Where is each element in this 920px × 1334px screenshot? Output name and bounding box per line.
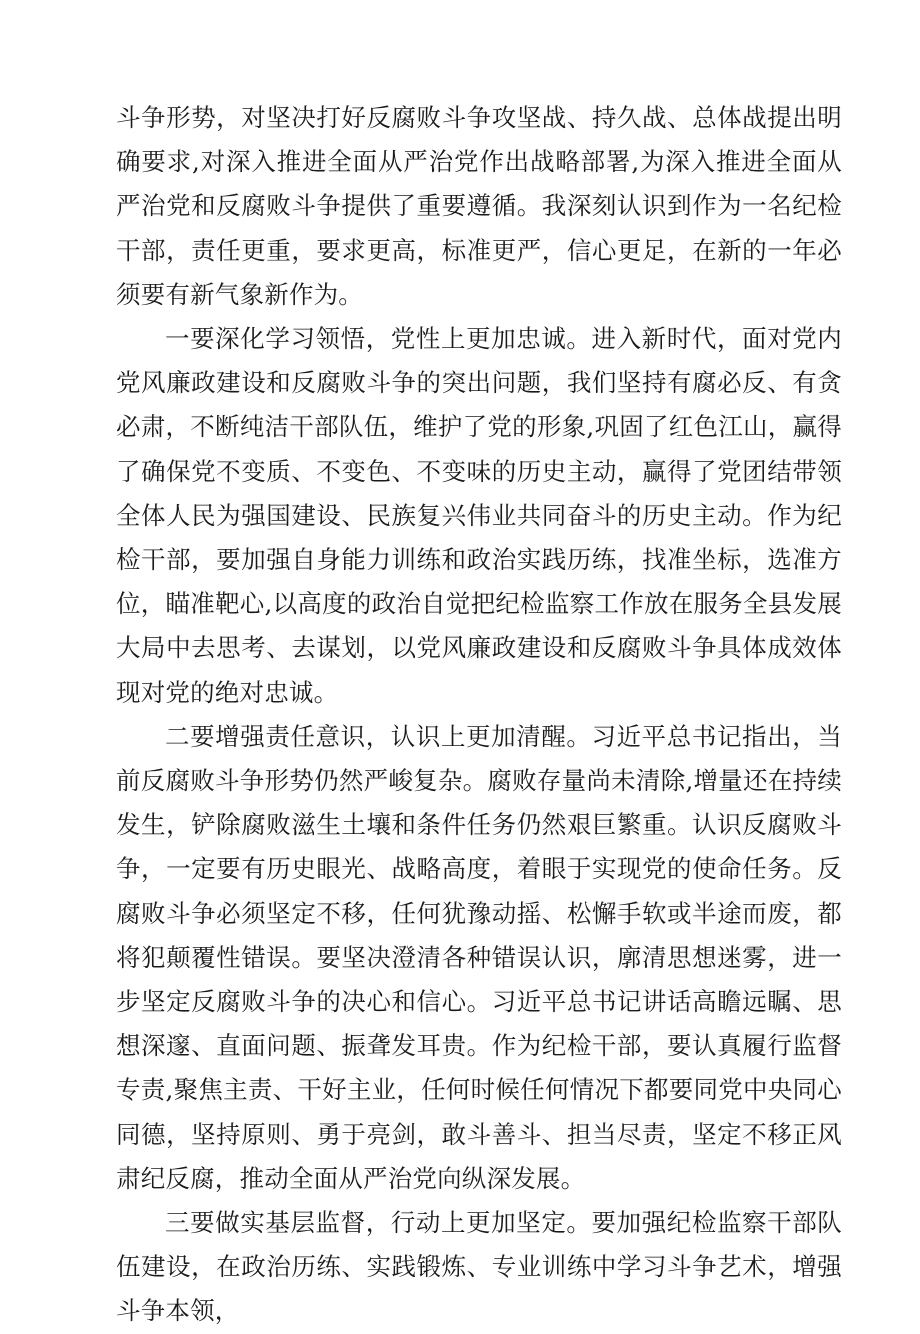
document-body xyxy=(116,96,842,1334)
paragraph-point-one: 一要深化学习领悟，党性上更加忠诚。进入新时代，面对党内党风廉政建设和反腐败斗争的突出问题，我们坚持有腐必反、有贪必肃，不断纯洁干部队伍，维护了党的形象,巩固了红色江山，赢得了确保党不变质、不变色、不变味的历史主动，赢得了党团结带领全体人民为强国建设、民族复兴伟业共同奋斗的历史主动。作为纪检干部，要加强自身能力训练和政治实践历练，找准坐标，选准方位，瞄准靶心,以高度的政治自觉把纪检监察工作放在服务全县发展大局中去思考、去谋划，以党风廉政建设和反腐败斗争具体成效体现对党的绝对忠诚。 xyxy=(116,324,842,707)
paragraph-point-three: 三要做实基层监督，行动上更加坚定。要加强纪检监察干部队伍建设，在政治历练、实践锻炼、专业训练中学习斗争艺术，增强斗争本领， xyxy=(116,1208,842,1326)
paragraph-continuation: 斗争形势，对坚决打好反腐败斗争攻坚战、持久战、总体战提出明确要求,对深入推进全面从严治党作出战略部署,为深入推进全面从严治党和反腐败斗争提供了重要遵循。我深刻认识到作为一名纪检干部，责任更重，要求更高，标准更严，信心更足，在新的一年必须要有新气象新作为。 xyxy=(116,103,842,309)
paragraph-point-two: 二要增强责任意识，认识上更加清醒。习近平总书记指出，当前反腐败斗争形势仍然严峻复杂。腐败存量尚未清除,增量还在持续发生，铲除腐败滋生土壤和条件任务仍然艰巨繁重。认识反腐败斗争，一定要有历史眼光、战略高度，着眼于实现党的使命任务。反腐败斗争必须坚定不移，任何犹豫动摇、松懈手软或半途而废，都将犯颠覆性错误。要坚决澄清各种错误认识，廓清思想迷雾，进一步坚定反腐败斗争的决心和信心。习近平总书记讲话高瞻远瞩、思想深邃、直面问题、振聋发耳贵。作为纪检干部，要认真履行监督专责,聚焦主责、干好主业，任何时候任何情况下都要同党中央同心同德，坚持原则、勇于亮剑，敢斗善斗、担当尽责，坚定不移正风肃纪反腐，推动全面从严治党向纵深发展。 xyxy=(116,721,842,1193)
